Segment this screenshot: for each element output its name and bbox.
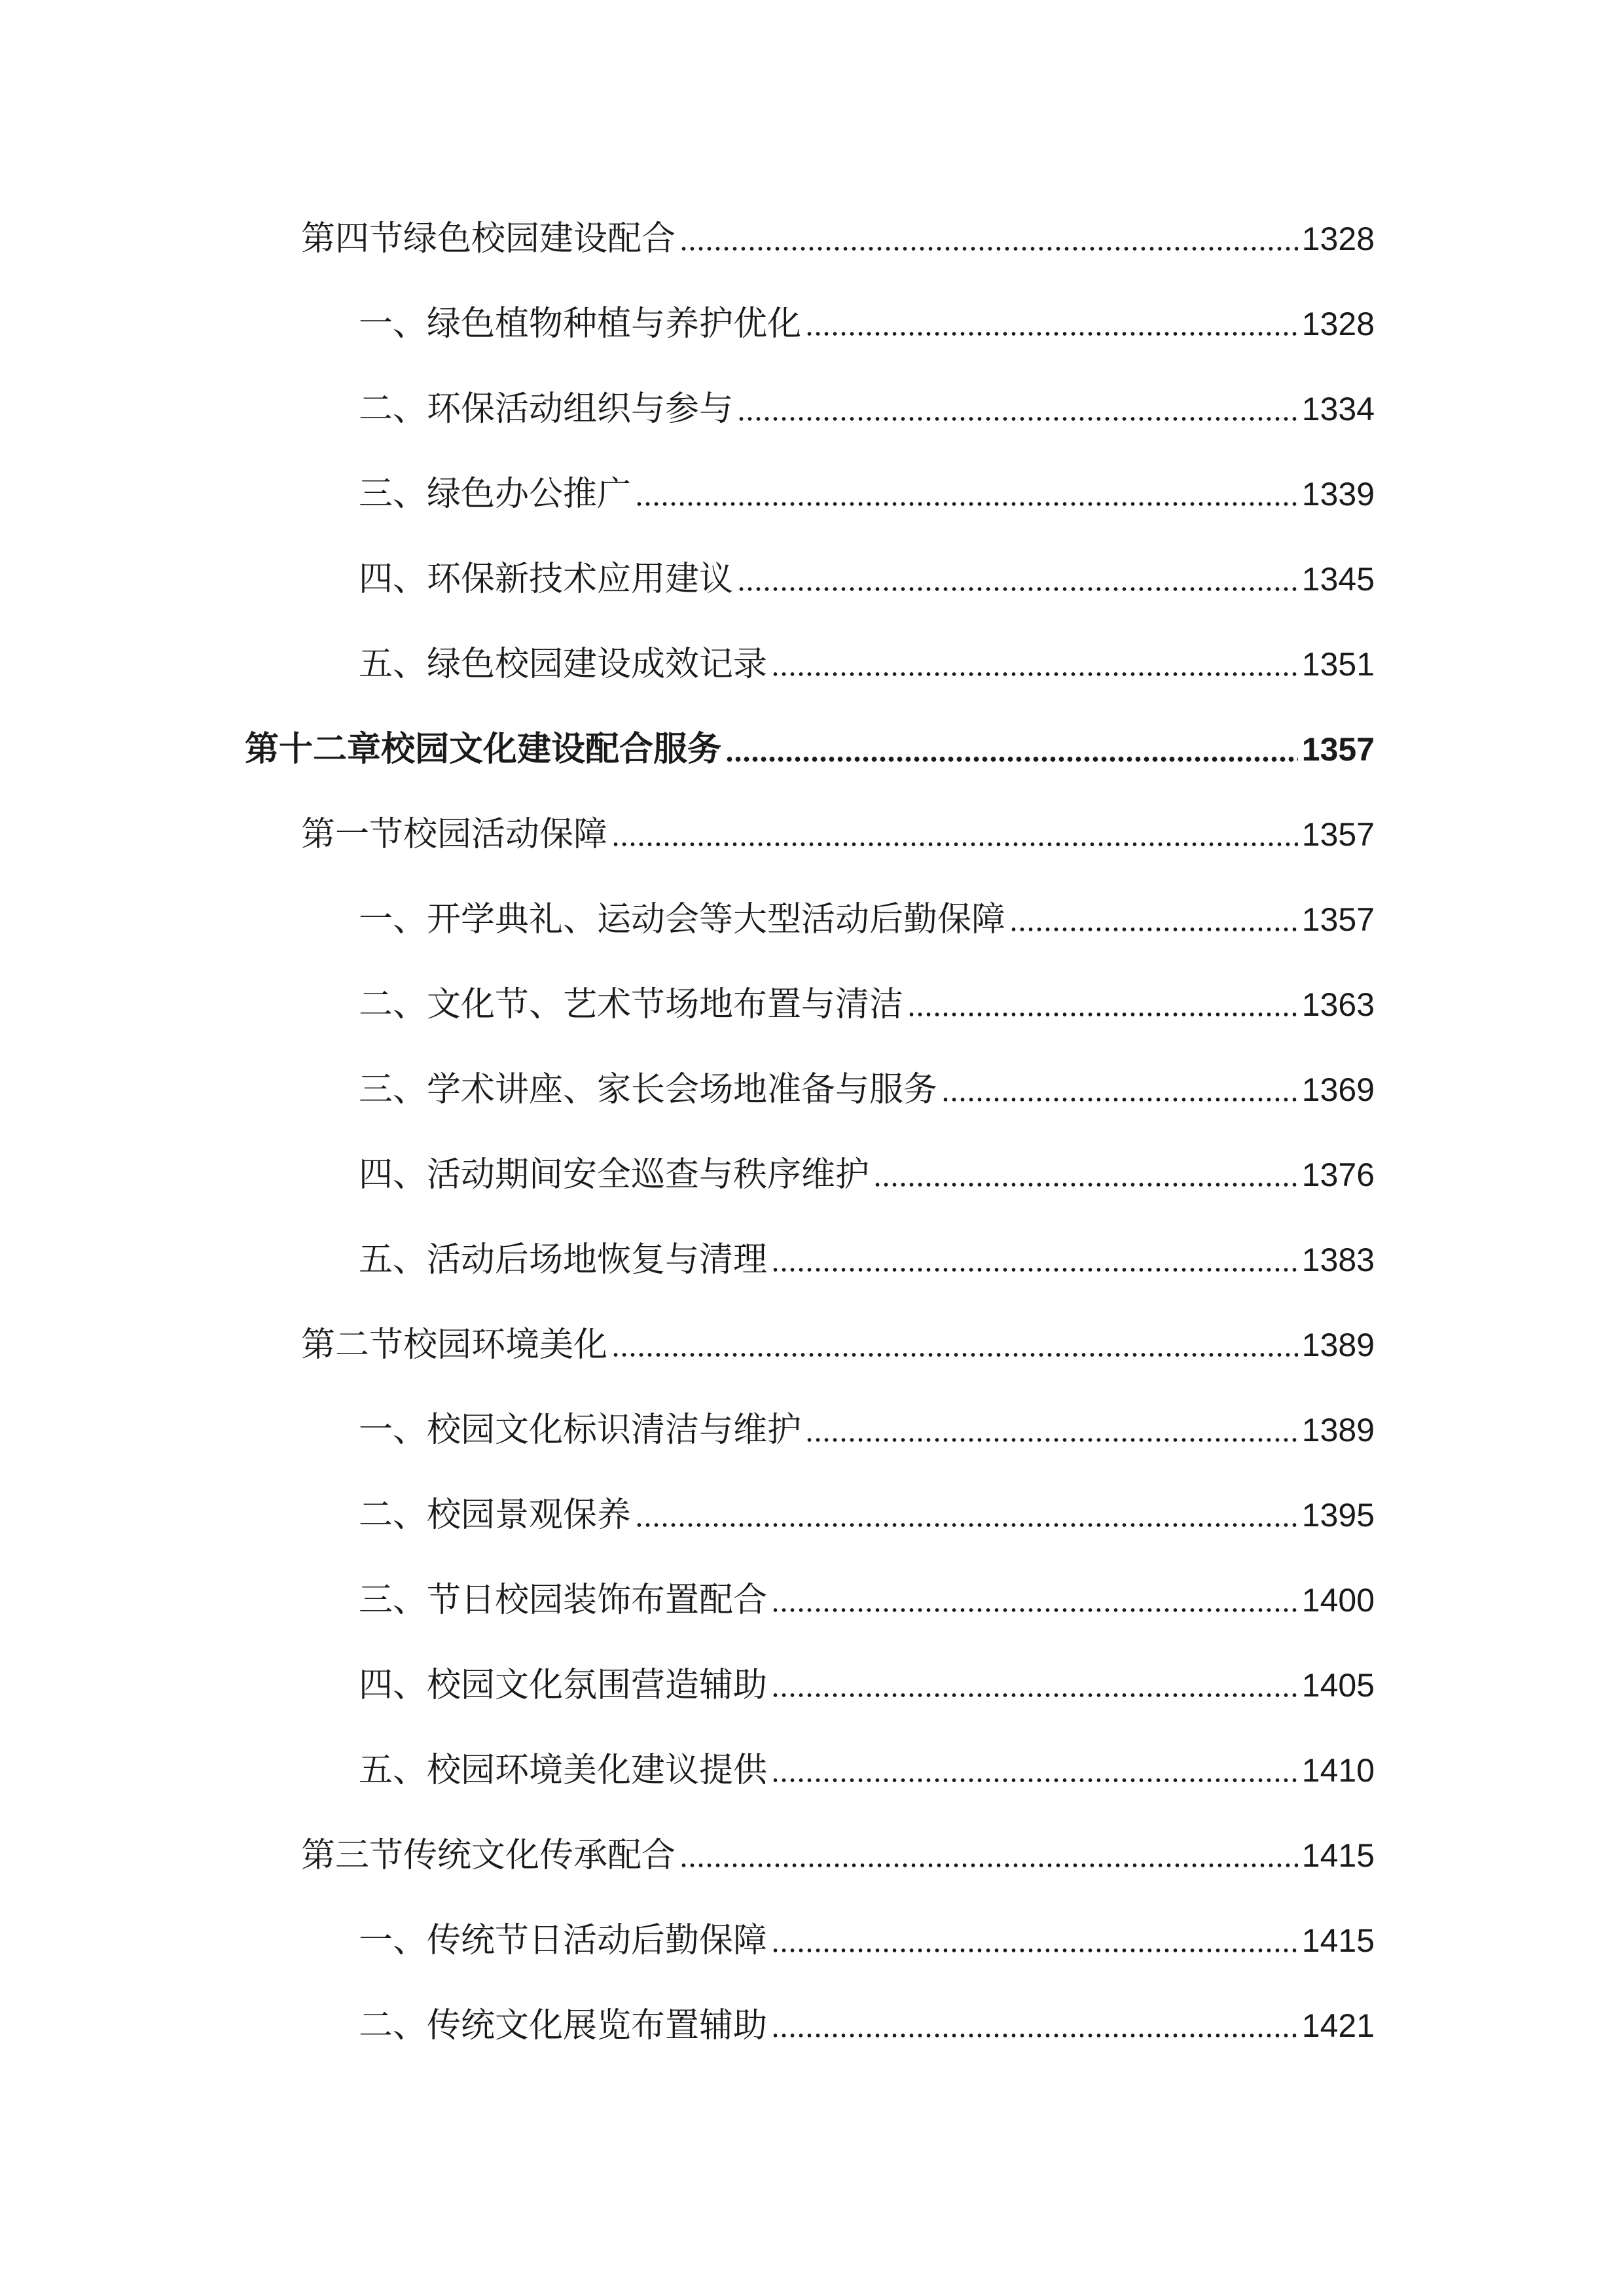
toc-entry-page-number: 1415 bbox=[1301, 1837, 1375, 1874]
toc-entry-item[interactable] bbox=[359, 553, 1375, 605]
toc-entry-item[interactable] bbox=[359, 468, 1375, 520]
toc-entry-page-number: 1328 bbox=[1301, 221, 1375, 257]
toc-dot-leader bbox=[1009, 926, 1298, 933]
toc-entry-title: 一、校园文化标识清洁与维护 bbox=[359, 1410, 802, 1450]
toc-dot-leader bbox=[941, 1096, 1298, 1103]
toc-entry-title: 三、绿色办公推广 bbox=[359, 475, 632, 514]
toc-dot-leader bbox=[611, 1352, 1298, 1358]
toc-entry-page-number: 1405 bbox=[1301, 1667, 1375, 1704]
toc-entry-title: 一、开学典礼、运动会等大型活动后勤保障 bbox=[359, 900, 1006, 939]
toc-entry-page-number: 1357 bbox=[1301, 731, 1375, 768]
toc-entry-item[interactable] bbox=[359, 978, 1375, 1031]
toc-entry-item[interactable] bbox=[359, 638, 1375, 691]
toc-dot-leader bbox=[635, 501, 1298, 507]
toc-entry-page-number: 1328 bbox=[1301, 306, 1375, 342]
toc-entry-title: 二、校园景观保养 bbox=[359, 1496, 632, 1535]
toc-entry-page-number: 1395 bbox=[1301, 1497, 1375, 1534]
toc-entry-title: 五、绿色校园建设成效记录 bbox=[359, 645, 768, 684]
toc-dot-leader bbox=[737, 416, 1298, 422]
toc-entry-item[interactable] bbox=[359, 1574, 1375, 1626]
toc-entry-title: 二、传统文化展览布置辅助 bbox=[359, 2006, 768, 2045]
toc-entry-chapter[interactable] bbox=[245, 723, 1375, 776]
toc-dot-leader bbox=[805, 331, 1298, 337]
toc-dot-leader bbox=[771, 1947, 1298, 1954]
toc-entry-title: 第四节绿色校园建设配合 bbox=[301, 219, 676, 259]
toc-entry-title: 五、校园环境美化建议提供 bbox=[359, 1751, 768, 1790]
toc-dot-leader bbox=[873, 1181, 1298, 1188]
toc-dot-leader bbox=[737, 586, 1298, 592]
toc-entry-page-number: 1421 bbox=[1301, 2007, 1375, 2044]
toc-entry-page-number: 1369 bbox=[1301, 1071, 1375, 1108]
toc-entry-page-number: 1363 bbox=[1301, 986, 1375, 1023]
toc-entry-title: 第三节传统文化传承配合 bbox=[301, 1836, 676, 1875]
toc-dot-leader bbox=[725, 756, 1298, 762]
toc-entry-item[interactable] bbox=[359, 1149, 1375, 1201]
toc-entry-section[interactable] bbox=[301, 1319, 1375, 1371]
toc-dot-leader bbox=[771, 671, 1298, 677]
toc-entry-page-number: 1400 bbox=[1301, 1582, 1375, 1619]
toc-dot-leader bbox=[771, 1777, 1298, 1784]
toc-dot-leader bbox=[805, 1437, 1298, 1443]
toc-entry-title: 第二节校园环境美化 bbox=[301, 1325, 608, 1365]
toc-entry-item[interactable] bbox=[359, 2000, 1375, 2052]
toc-dot-leader bbox=[771, 1607, 1298, 1613]
toc-dot-leader bbox=[771, 1692, 1298, 1698]
toc-entry-section[interactable] bbox=[301, 213, 1375, 265]
toc-dot-leader bbox=[679, 1862, 1298, 1869]
toc-dot-leader bbox=[771, 2032, 1298, 2039]
toc-entry-page-number: 1334 bbox=[1301, 391, 1375, 427]
toc-entry-section[interactable] bbox=[301, 1829, 1375, 1882]
toc-entry-title: 一、传统节日活动后勤保障 bbox=[359, 1921, 768, 1960]
toc-entry-title: 二、文化节、艺术节场地布置与清洁 bbox=[359, 985, 904, 1024]
toc-entry-page-number: 1357 bbox=[1301, 901, 1375, 938]
toc-entry-title: 一、绿色植物种植与养护优化 bbox=[359, 304, 802, 344]
toc-entry-item[interactable] bbox=[359, 893, 1375, 946]
toc-entry-page-number: 1389 bbox=[1301, 1327, 1375, 1363]
toc-entry-title: 第十二章校园文化建设配合服务 bbox=[245, 730, 722, 769]
toc-dot-leader bbox=[771, 1266, 1298, 1273]
toc-entry-title: 四、校园文化氛围营造辅助 bbox=[359, 1666, 768, 1705]
toc-entry-item[interactable] bbox=[359, 383, 1375, 435]
toc-entry-item[interactable] bbox=[359, 1659, 1375, 1712]
toc-entry-title: 五、活动后场地恢复与清理 bbox=[359, 1240, 768, 1280]
toc-dot-leader bbox=[679, 245, 1298, 252]
toc-entry-page-number: 1389 bbox=[1301, 1412, 1375, 1448]
toc-dot-leader bbox=[611, 841, 1298, 848]
toc-entry-title: 第一节校园活动保障 bbox=[301, 815, 608, 854]
toc-entry-section[interactable] bbox=[301, 808, 1375, 861]
toc-entry-page-number: 1357 bbox=[1301, 816, 1375, 853]
toc-entry-item[interactable] bbox=[359, 298, 1375, 350]
toc-entry-item[interactable] bbox=[359, 1234, 1375, 1286]
toc-entry-item[interactable] bbox=[359, 1404, 1375, 1456]
toc-entry-item[interactable] bbox=[359, 1064, 1375, 1116]
toc-entry-page-number: 1376 bbox=[1301, 1157, 1375, 1193]
toc-entry-item[interactable] bbox=[359, 1744, 1375, 1797]
toc-entry-page-number: 1410 bbox=[1301, 1752, 1375, 1789]
toc-entry-title: 四、环保新技术应用建议 bbox=[359, 560, 734, 599]
toc-entry-item[interactable] bbox=[359, 1489, 1375, 1541]
toc-entry-title: 四、活动期间安全巡查与秩序维护 bbox=[359, 1155, 870, 1194]
toc-entry-item[interactable] bbox=[359, 1914, 1375, 1967]
toc-entry-page-number: 1383 bbox=[1301, 1242, 1375, 1278]
toc-entry-page-number: 1345 bbox=[1301, 561, 1375, 598]
toc-entry-title: 三、节日校园装饰布置配合 bbox=[359, 1581, 768, 1620]
toc-entry-page-number: 1415 bbox=[1301, 1922, 1375, 1959]
toc-entry-title: 二、环保活动组织与参与 bbox=[359, 389, 734, 429]
toc-dot-leader bbox=[907, 1011, 1298, 1018]
toc-dot-leader bbox=[635, 1522, 1298, 1528]
toc-entry-page-number: 1351 bbox=[1301, 646, 1375, 683]
toc-entry-page-number: 1339 bbox=[1301, 476, 1375, 512]
toc-entry-title: 三、学术讲座、家长会场地准备与服务 bbox=[359, 1070, 938, 1109]
